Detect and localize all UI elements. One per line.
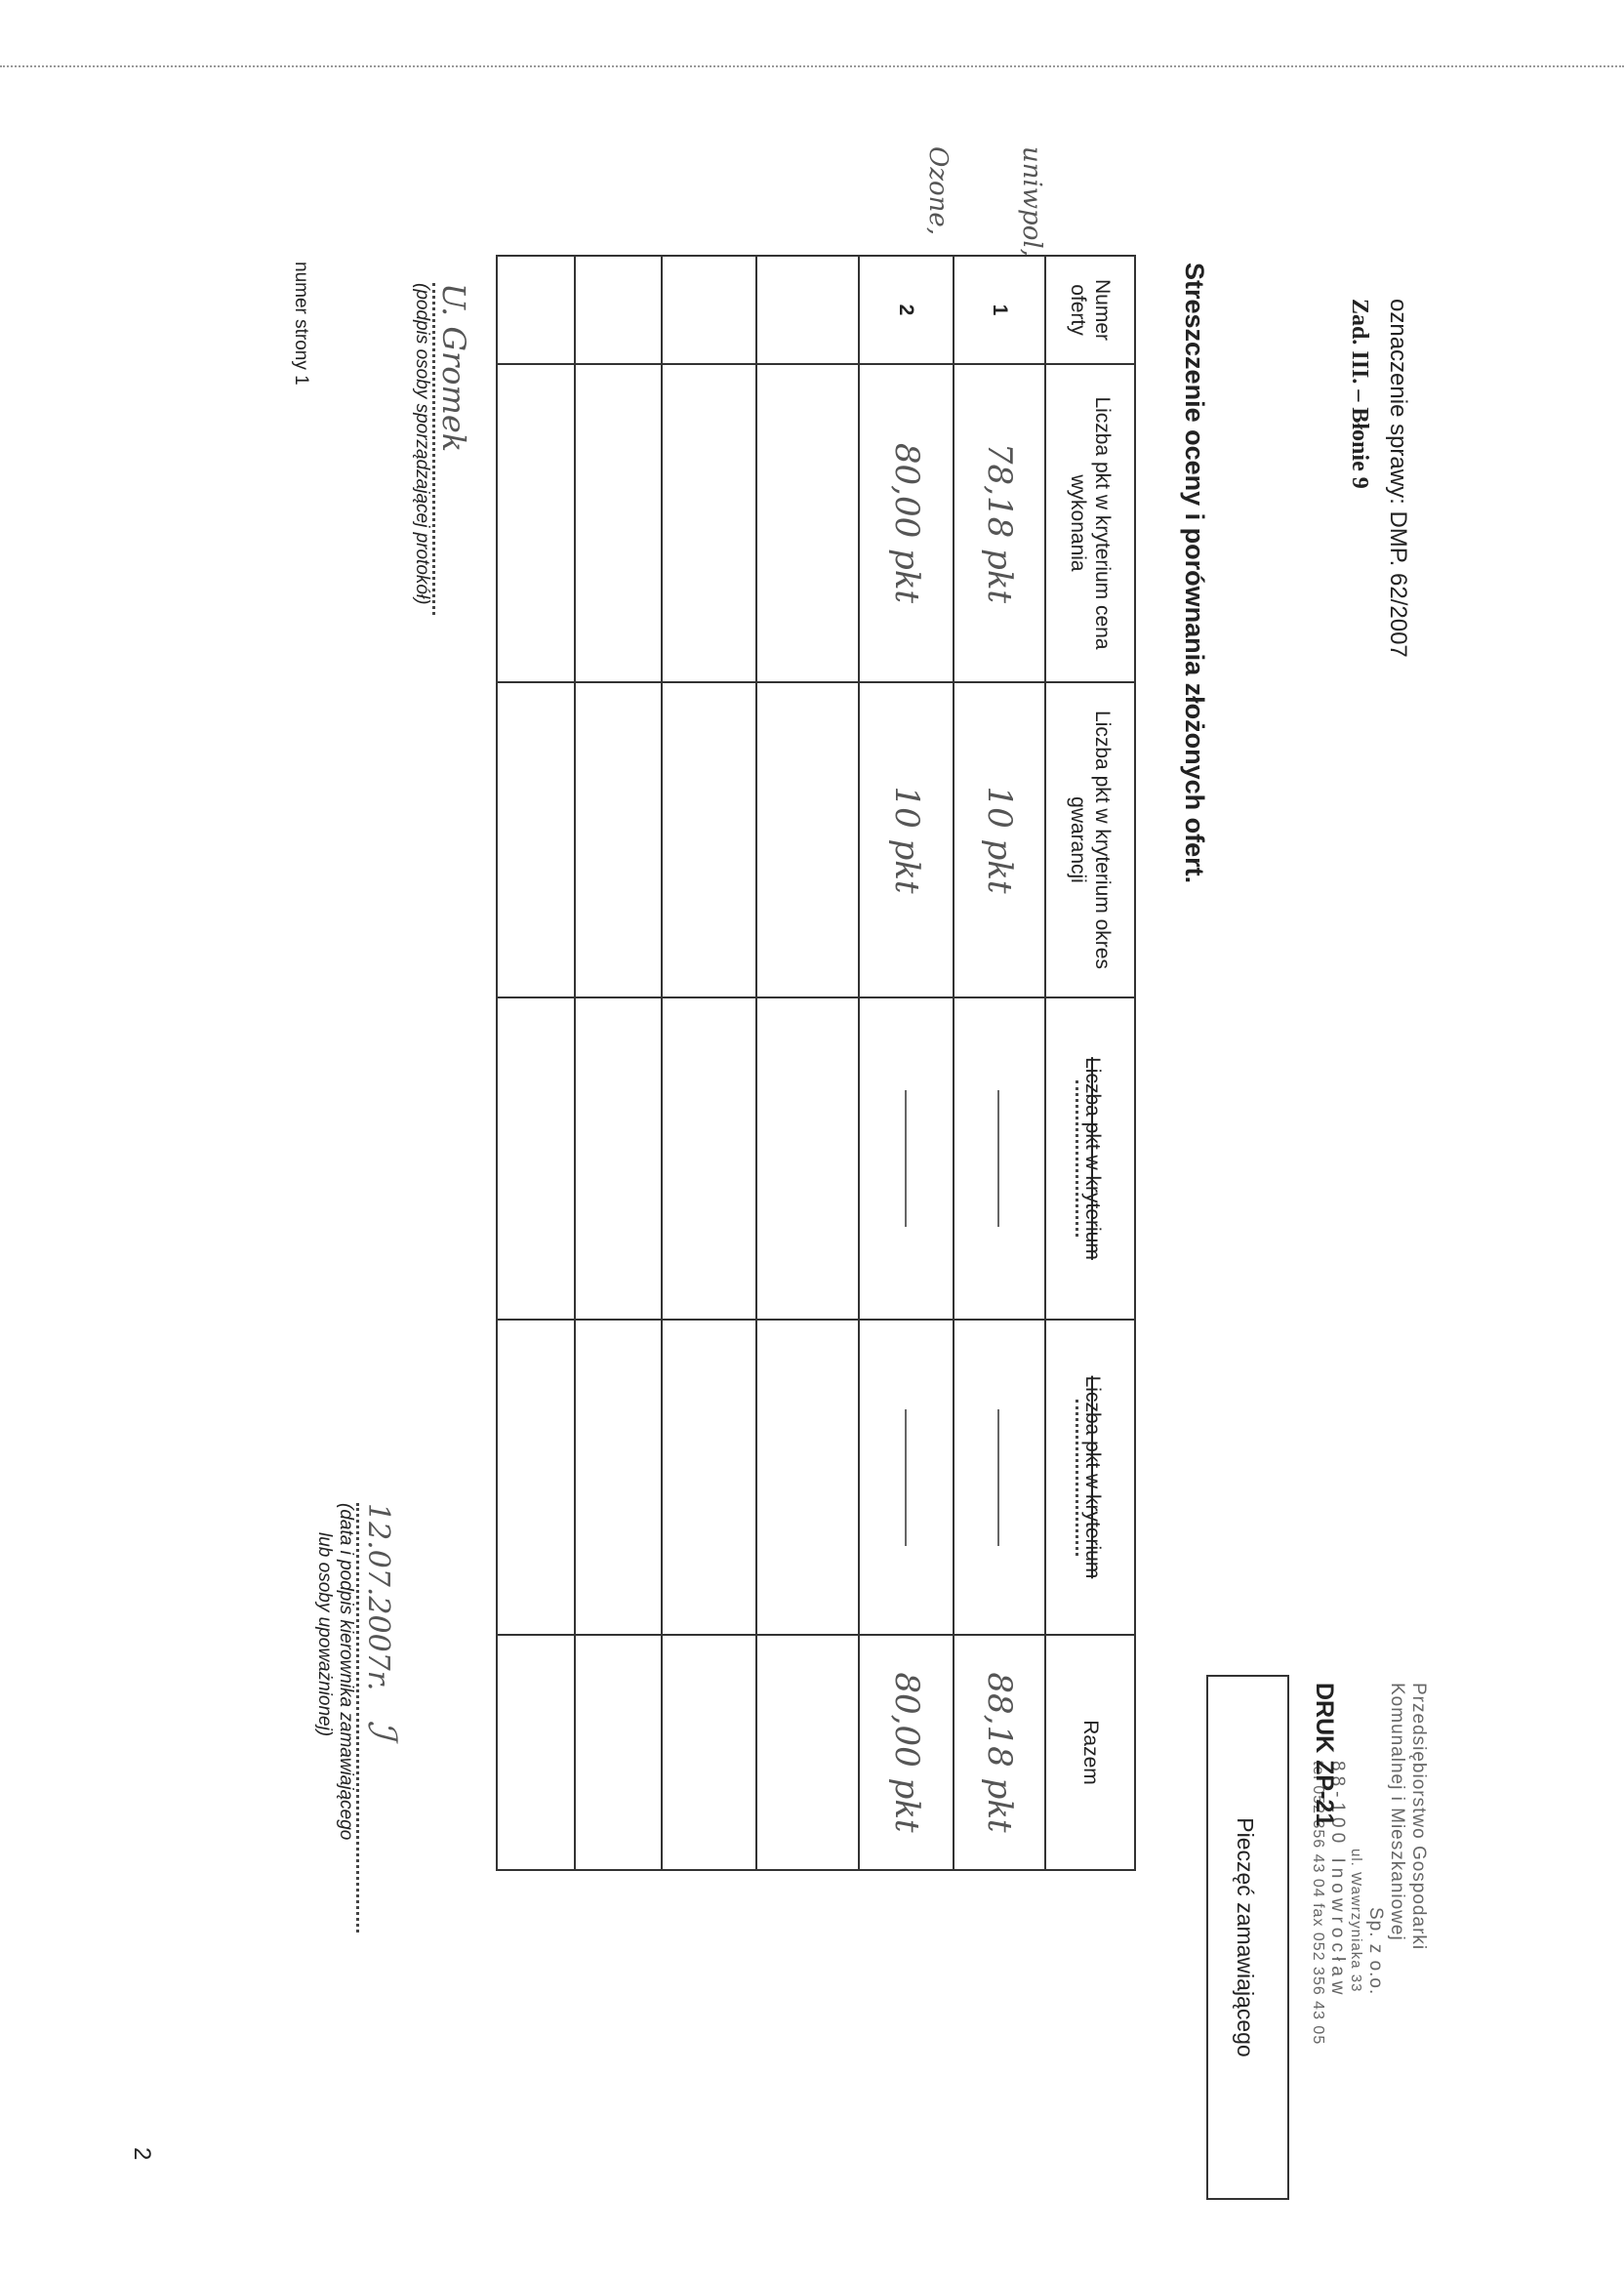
stamp-line: Przedsiębiorstwo Gospodarki: [1408, 1683, 1429, 1951]
offer-number: 1: [954, 256, 1045, 364]
offer-number: 2: [859, 256, 954, 364]
page-label: numer strony 1: [291, 262, 311, 386]
criterion-4-points: [859, 997, 954, 1320]
stamp-line: tel 052 356 43 04 fax 052 356 43 05: [1310, 1761, 1326, 2046]
document-title: Streszczenie oceny i porównania złożonych ofert.: [1180, 263, 1209, 884]
handwritten-initials: ℐ: [359, 1720, 404, 1739]
manager-caption: lub osoby upoważnionej): [314, 1532, 335, 1737]
header-cell: Razem: [1045, 1635, 1135, 1870]
empty-row: [756, 256, 859, 1870]
total-points: 80,00 pkt: [859, 1635, 954, 1870]
manager-signature-block: [313, 1503, 404, 1932]
price-points: 80,00 pkt: [859, 364, 954, 682]
dash-mark: [905, 1090, 907, 1227]
header-cell: [1045, 997, 1135, 1320]
criterion-4-points: [954, 997, 1045, 1320]
criterion-5-points: [859, 1320, 954, 1635]
price-points: 78,18 pkt: [954, 364, 1045, 682]
case-reference: oznaczenie sprawy: DMP. 62/2007: [1385, 299, 1411, 658]
header-cell: Liczba pkt w kryterium okres gwarancji: [1045, 682, 1135, 997]
header-cell: Numer oferty: [1045, 256, 1135, 364]
handwritten-signature: U. Gromek: [435, 283, 472, 453]
total-points: 88,18 pkt: [954, 1635, 1045, 1870]
stamp-box: [1206, 1675, 1289, 2200]
table-row: [954, 256, 1045, 1870]
handwritten-note: uniwpol,: [1017, 146, 1046, 257]
preparer-caption: (podpis osoby sporządzającej protokół): [412, 283, 432, 605]
warranty-points: 10 pkt: [954, 682, 1045, 997]
manager-caption: (data i podpis kierownika zamawiającego: [336, 1503, 356, 1841]
dash-mark: [905, 1409, 907, 1546]
page-number: 2: [129, 2147, 155, 2161]
stamp-line: 88-100 Inowrocław: [1327, 1761, 1348, 2000]
empty-row: [662, 256, 756, 1870]
task-label: Zad. III. – Błonie 9: [1347, 299, 1372, 489]
dash-mark: [997, 1090, 999, 1227]
form-code: DRUK ZP-21: [1311, 1683, 1338, 1827]
dotted-line: [1076, 1080, 1078, 1237]
stamp-line: Sp. z o.o.: [1365, 1907, 1386, 1996]
stamp-line: Komunalnej i Mieszkaniowej: [1387, 1683, 1407, 1941]
struck-header: Liczba pkt w kryterium: [1081, 1057, 1105, 1260]
handwritten-date: 12.07.2007r.: [361, 1503, 395, 1691]
stamp-line: ul. Wawrzyniaka 33: [1348, 1849, 1364, 1993]
table-header-row: [1045, 256, 1135, 1870]
empty-row: [497, 256, 575, 1870]
criterion-5-points: [954, 1320, 1045, 1635]
empty-row: [575, 256, 662, 1870]
warranty-points: 10 pkt: [859, 682, 954, 997]
dotted-line: [1076, 1400, 1078, 1556]
handwritten-note: Ozone,: [923, 146, 953, 236]
header-cell: [1045, 1320, 1135, 1635]
scan-edge-line: [0, 65, 1624, 67]
table-row: [859, 256, 954, 1870]
preparer-signature-block: [411, 283, 472, 615]
struck-header: Liczba pkt w kryterium: [1081, 1375, 1105, 1579]
stamp-label: Pieczęć zamawiającego: [1233, 1817, 1258, 2057]
offers-table: [496, 255, 1136, 1871]
dash-mark: [997, 1409, 999, 1546]
signature-line: [356, 1503, 404, 1932]
header-cell: Liczba pkt w kryterium cena wykonania: [1045, 364, 1135, 682]
signature-line: [432, 283, 472, 615]
